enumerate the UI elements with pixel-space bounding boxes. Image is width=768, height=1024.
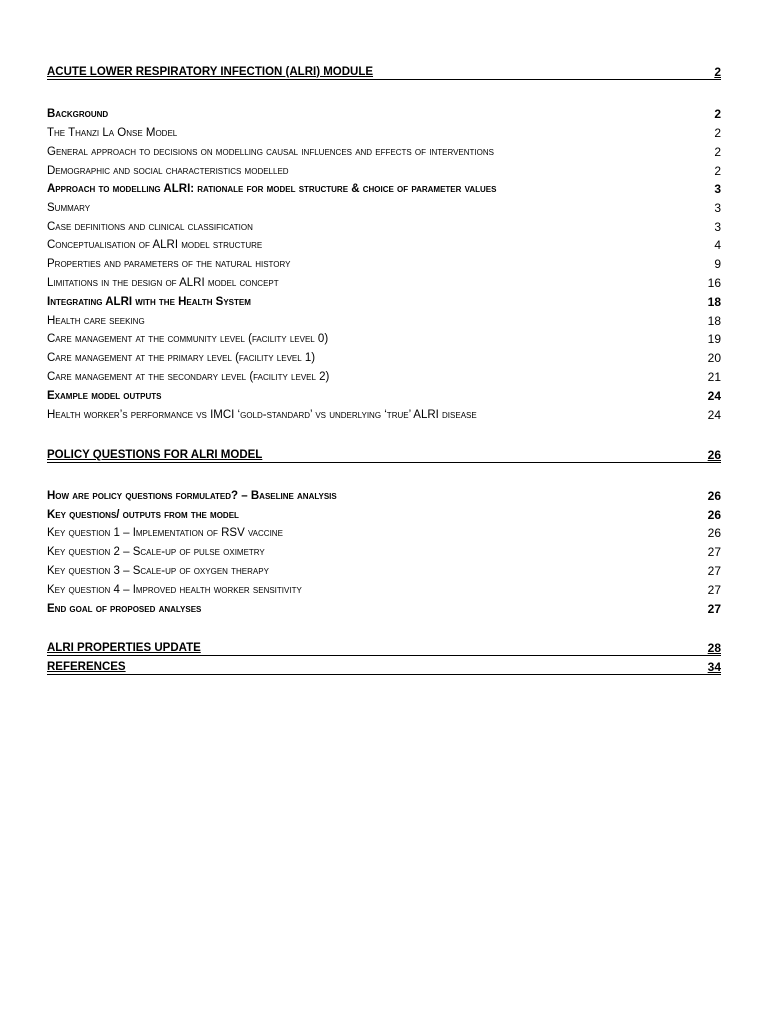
toc-entry-page: 2 [714,145,721,159]
toc-entry-page: 3 [714,220,721,234]
toc-entry-page: 2 [714,65,721,79]
toc-entry-page: 26 [707,526,721,540]
toc-entry-page: 34 [707,660,721,674]
toc-entry-page: 27 [707,564,721,578]
toc-entry[interactable] [47,165,721,177]
toc-entry-title: Key question 4 – Improved health worker sensitivity [47,583,302,596]
toc-entry-subheading[interactable] [47,390,721,402]
toc-entry-title: Care management at the community level (facility level 0) [47,332,329,345]
toc-entry-subheading[interactable] [47,296,721,308]
toc-entry-heading[interactable] [47,661,721,675]
toc-entry-subheading[interactable] [47,183,721,195]
toc-entry[interactable] [47,584,721,596]
toc-entry[interactable] [47,277,721,289]
toc-entry-page: 26 [707,448,721,462]
toc-entry-title: Properties and parameters of the natural history [47,257,291,270]
toc-entry-heading[interactable] [47,642,721,656]
toc-entry-title: Limitations in the design of ALRI model concept [47,276,279,289]
toc-entry-title: ALRI PROPERTIES UPDATE [47,641,201,654]
toc-entry-title: ACUTE LOWER RESPIRATORY INFECTION (ALRI) MODULE [47,65,374,78]
toc-entry-page: 9 [714,257,721,271]
toc-entry-title: Integrating ALRI with the Health System [47,295,251,308]
toc-entry-title: Health care seeking [47,314,145,327]
toc-entry-page: 2 [714,164,721,178]
toc-entry-page: 28 [707,641,721,655]
toc-entry-title: Summary [47,201,91,214]
toc-entry[interactable] [47,146,721,158]
toc-entry-title: How are policy questions formulated? – Baseline analysis [47,489,337,502]
toc-entry-page: 18 [707,295,721,309]
toc-entry-heading[interactable] [47,449,721,463]
toc-entry-page: 21 [707,370,721,384]
toc-entry-page: 18 [707,314,721,328]
toc-entry[interactable] [47,371,721,383]
toc-entry-heading[interactable] [47,66,721,80]
toc-entry-title: Key question 3 – Scale-up of oxygen therapy [47,564,269,577]
toc-entry-title: Demographic and social characteristics modelled [47,164,289,177]
toc-entry-title: Case definitions and clinical classification [47,220,253,233]
toc-entry-page: 24 [707,408,721,422]
toc-entry-title: Approach to modelling ALRI: rationale for model structure & choice of parameter values [47,182,497,195]
toc-entry[interactable] [47,333,721,345]
toc-entry-page: 26 [707,508,721,522]
toc-entry-page: 2 [714,107,721,121]
toc-entry-title: Care management at the secondary level (facility level 2) [47,370,330,383]
toc-entry-page: 3 [714,182,721,196]
toc-entry-title: General approach to decisions on modelling causal influences and effects of interventions [47,145,494,158]
toc-entry-page: 24 [707,389,721,403]
toc-entry-subheading[interactable] [47,108,721,120]
toc-entry-page: 20 [707,351,721,365]
toc-entry[interactable] [47,565,721,577]
toc-entry-page: 3 [714,201,721,215]
toc-entry-title: Health worker’s performance vs IMCI ‘gold-standard’ vs underlying ‘true’ ALRI disease [47,408,477,421]
toc-entry-page: 27 [707,602,721,616]
toc-entry[interactable] [47,315,721,327]
toc-entry-page: 19 [707,332,721,346]
toc-entry-title: REFERENCES [47,660,126,673]
toc-entry-title: Conceptualisation of ALRI model structure [47,238,263,251]
toc-entry-title: POLICY QUESTIONS FOR ALRI MODEL [47,448,263,461]
toc-entry-page: 27 [707,545,721,559]
toc-entry-subheading[interactable] [47,603,721,615]
toc-entry[interactable] [47,202,721,214]
toc-entry-page: 27 [707,583,721,597]
toc-entry-title: Care management at the primary level (facility level 1) [47,351,316,364]
toc-entry[interactable] [47,527,721,539]
toc-entry[interactable] [47,546,721,558]
toc-entry[interactable] [47,239,721,251]
toc-entry-subheading[interactable] [47,509,721,521]
toc-entry-page: 4 [714,238,721,252]
toc-entry-title: Example model outputs [47,389,162,402]
toc-entry[interactable] [47,127,721,139]
toc-entry-title: Key question 2 – Scale-up of pulse oximetry [47,545,265,558]
toc-entry-title: Key questions/ outputs from the model [47,508,239,521]
toc-entry-title: Background [47,107,109,120]
toc-entry-page: 16 [707,276,721,290]
toc-entry[interactable] [47,258,721,270]
toc-entry[interactable] [47,352,721,364]
toc-entry-title: End goal of proposed analyses [47,602,202,615]
toc-entry[interactable] [47,409,721,421]
toc-entry-subheading[interactable] [47,490,721,502]
toc-entry-page: 2 [714,126,721,140]
toc-entry-title: The Thanzi La Onse Model [47,126,178,139]
toc-entry[interactable] [47,221,721,233]
toc-entry-page: 26 [707,489,721,503]
toc-entry-title: Key question 1 – Implementation of RSV vaccine [47,526,283,539]
